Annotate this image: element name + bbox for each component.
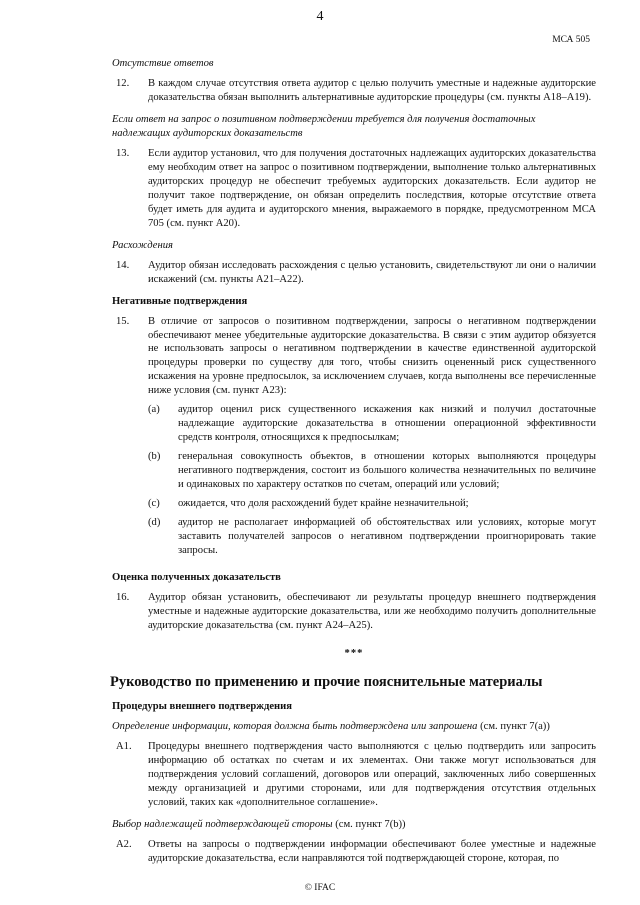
paragraph-body xyxy=(148,147,596,231)
paragraph xyxy=(112,838,596,866)
list-item-text: генеральная совокупность объектов, в отношении которых выполняются процедуры негативного подтверждения, состоит из большого количества незначительных по величине и одинаковых по характеру остатков по счетам, операций или условий; xyxy=(178,451,596,491)
section-subheading xyxy=(112,239,596,253)
section-subheading xyxy=(112,818,596,832)
subheading-text: Выбор надлежащей подтверждающей стороны xyxy=(112,818,333,830)
paragraph xyxy=(112,77,596,105)
paragraph xyxy=(112,147,596,231)
paragraph-body xyxy=(148,740,596,810)
paragraph-text: В отличие от запросов о позитивном подтверждении, запросы о негативном подтверждении обеспечивают менее убедительные аудиторские доказательства. В связи с этим аудитор обязуется не использовать запросы о негативном подтверждении в качестве единственной аудиторской процедуры проверки по существу для того, чтобы снизить оцененный риск существенного искажения на уровне предпосылок, за исключением случаев, когда выполнены все перечисленные ниже условия (см. пункт A23): xyxy=(148,315,596,397)
paragraph-text: В каждом случае отсутствия ответа аудитор с целью получить уместные и надежные аудиторские доказательства обязан выполнить альтернативные аудиторские процедуры (см. пункты A18–A19). xyxy=(148,77,596,103)
list-item xyxy=(148,450,596,492)
list-item-letter: (a) xyxy=(148,404,160,416)
paragraph xyxy=(112,591,596,633)
paragraph-body xyxy=(148,77,596,105)
paragraph-text: Ответы на запросы о подтверждении информации обеспечивают более уместные и надежные аудиторские доказательства, если направляются той подтверждающей стороне, которая, по xyxy=(148,838,596,864)
section-divider: *** xyxy=(344,647,364,659)
paragraph xyxy=(112,259,596,287)
list-item xyxy=(148,497,596,511)
paragraph-text: Аудитор обязан исследовать расхождения с целью установить, свидетельствуют ли они о наличии искажений (см. пункты A21–A22). xyxy=(148,259,596,285)
footer-copyright: © IFAC xyxy=(304,883,336,893)
list-item xyxy=(148,516,596,558)
section-heading: Процедуры внешнего подтверждения xyxy=(112,701,292,712)
list-item-letter: (c) xyxy=(148,498,160,510)
list-item xyxy=(148,403,596,445)
document-id: МСА 505 xyxy=(552,35,590,45)
paragraph-number: 14. xyxy=(116,259,130,271)
subheading-reference: (см. пункт 7(a)) xyxy=(477,720,550,732)
subheading-text: Определение информации, которая должна быть подтверждена или запрошена xyxy=(112,720,478,732)
subheading-text: Если ответ на запрос о позитивном подтверждении требуется для получения достаточных надлежащих аудиторских доказательств xyxy=(112,113,536,139)
list-item-letter: (d) xyxy=(148,517,161,529)
paragraph-number: 13. xyxy=(116,147,130,159)
list-item-text: ожидается, что доля расхождений будет крайне незначительной; xyxy=(178,498,469,510)
section-title: Руководство по применению и прочие пояснительные материалы xyxy=(110,673,543,690)
paragraph-number: 12. xyxy=(116,77,130,89)
paragraph-number: 15. xyxy=(116,315,130,327)
list-item-text: аудитор оценил риск существенного искажения как низкий и получил достаточные надлежащие аудиторские доказательства в отношении операционной эффективности средств контроля, относящихся к предпосылкам; xyxy=(178,404,596,444)
paragraph-text: Процедуры внешнего подтверждения часто выполняются с целью подтвердить или запросить информацию об остатках по счетам и их элементах. Они также могут использоваться для подтверждения условий соглашений, договоров или операций, заключенных либо совершенных между организацией и другими сторонами, или для подтверждения отсутствия отдельных условий, таких как «дополнительное соглашение». xyxy=(148,740,596,808)
subheading-text: Расхождения xyxy=(112,239,173,251)
paragraph-text: Если аудитор установил, что для получения достаточных надлежащих аудиторских доказательства ему необходим ответ на запрос о позитивном подтверждении, выполнение только альтернативных аудиторских процедур не обеспечит требуемых аудиторских доказательств. Если аудитор не получит такое подтверждение, он обязан определить последствия, которые отсутствие ответа будет иметь для аудита и аудиторского мнения, выражаемого в порядке, предусмотренном МСА 705 (см. пункт A20). xyxy=(148,147,596,229)
paragraph-number: A1. xyxy=(116,740,132,752)
section-heading: Негативные подтверждения xyxy=(112,295,248,307)
section-subheading xyxy=(112,113,596,141)
list-item-text: аудитор не располагает информацией об обстоятельствах или условиях, которые могут заставить получателей запросов о негативном подтверждении проигнорировать такие запросы. xyxy=(178,517,596,557)
paragraph-number: 16. xyxy=(116,592,130,603)
paragraph xyxy=(112,315,596,564)
subheading-reference: (см. пункт 7(b)) xyxy=(332,818,406,830)
paragraph-text: Аудитор обязан установить, обеспечивают ли результаты процедур внешнего подтверждения уместные и надежные аудиторские доказательства, или же необходимо получить дополнительные аудиторские доказательства (см. пункт A24–A25). xyxy=(148,592,596,631)
section-subheading xyxy=(112,720,596,734)
paragraph-body xyxy=(148,838,596,866)
document-body xyxy=(112,52,596,874)
paragraph-body xyxy=(148,315,596,564)
section-subheading xyxy=(112,57,596,71)
list-item-letter: (b) xyxy=(148,451,161,463)
paragraph-number: A2. xyxy=(116,838,132,850)
paragraph xyxy=(112,740,596,810)
subheading-text: Отсутствие ответов xyxy=(112,58,214,69)
page-number: 4 xyxy=(316,9,324,24)
paragraph-body xyxy=(148,259,596,287)
paragraph-body xyxy=(148,591,596,633)
section-heading: Оценка полученных доказательств xyxy=(112,572,281,584)
